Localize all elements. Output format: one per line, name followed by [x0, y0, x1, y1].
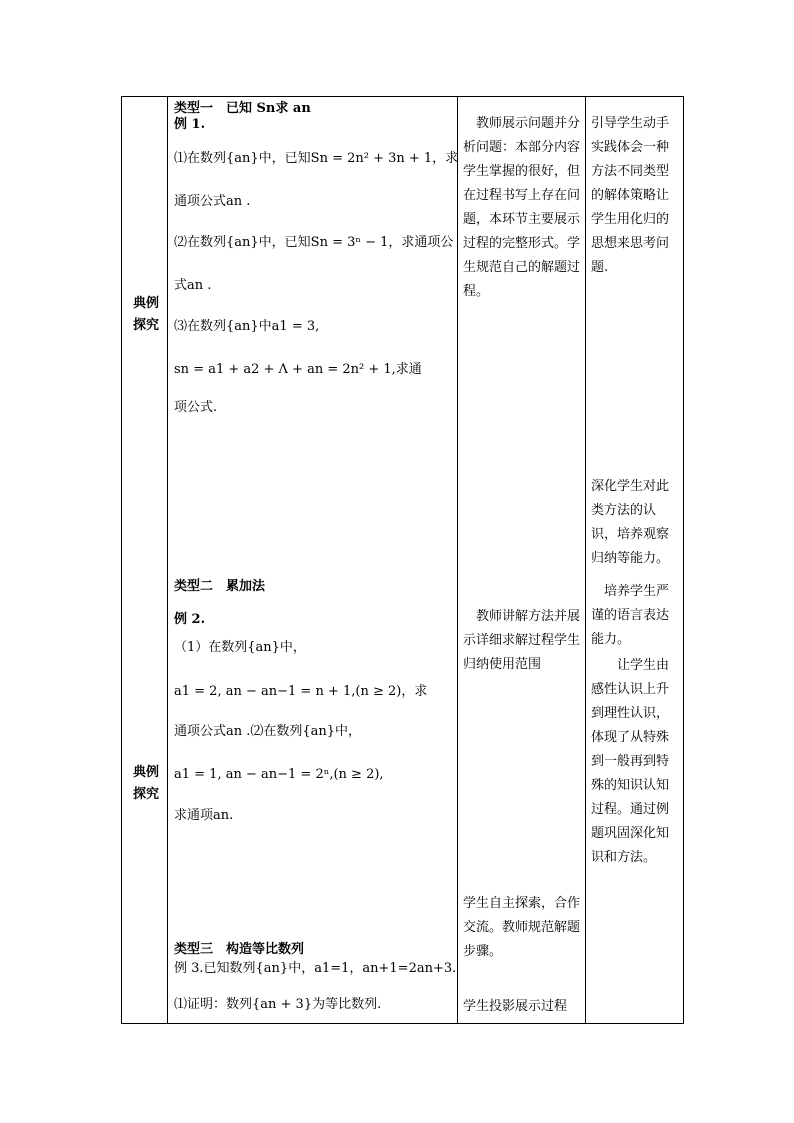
teacher-block-2: 教师讲解方法并展示详细求解过程学生归纳使用范围 — [463, 609, 581, 672]
teacher-block-1: 教师展示问题并分析问题：本部分内容学生掌握的很好，但在过程书写上存在问题，本环节主要展示过程的完整形式。学生规范自己的解题过程。 — [463, 116, 581, 299]
type1-heading: 类型一 已知 Sn求 an — [174, 101, 311, 116]
sidebar-label-1-line1: 典例 — [132, 296, 159, 311]
type2-line1: （1）在数列{an}中， — [174, 640, 306, 655]
teacher-block-4: 学生投影展示过程 — [463, 999, 568, 1014]
type1-p1-line2: 通项公式an . — [174, 194, 251, 209]
type3-heading: 类型三 构造等比数列 — [174, 942, 305, 957]
sidebar-label-2-line1: 典例 — [132, 765, 159, 780]
column-divider-2 — [457, 97, 458, 1023]
type3-line1: ⑴证明：数列{an + 3}为等比数列. — [174, 997, 382, 1012]
type2-example-label: 例 2. — [174, 612, 206, 627]
sidebar-label-2-line2: 探究 — [132, 787, 159, 802]
type2-heading: 类型二 累加法 — [174, 579, 266, 594]
type1-p2-line2: 式an . — [174, 278, 212, 293]
intent-block-2: 深化学生对此类方法的认识，培养观察归纳等能力。 — [591, 479, 670, 566]
teacher-block-3: 学生自主探索，合作交流。教师规范解题步骤。 — [463, 896, 581, 959]
sidebar-label-2 — [129, 762, 163, 806]
type1-example-label: 例 1. — [174, 117, 206, 132]
type1-p1-line1: ⑴在数列{an}中，已知Sn = 2n² + 3n + 1，求 — [174, 151, 459, 166]
type3-example: 例 3.已知数列{an}中，a1=1，an+1=2an+3. — [174, 961, 457, 976]
type2-line5: 求通项an. — [174, 808, 234, 823]
intent-block-4: 让学生由感性认识上升到理性认识，体现了从特殊到一般再到特殊的知识认知过程。通过例题巩固深化知识和方法。 — [591, 658, 670, 865]
type2-line4: a1 = 1, an − an−1 = 2ⁿ,(n ≥ 2), — [174, 767, 384, 782]
type1-p3-line1: ⑶在数列{an}中a1 = 3, — [174, 319, 320, 334]
type2-line3: 通项公式an .⑵在数列{an}中， — [174, 724, 362, 739]
sidebar-label-1-line2: 探究 — [132, 318, 159, 333]
type1-p2-line1: ⑵在数列{an}中，已知Sn = 3ⁿ − 1，求通项公 — [174, 235, 454, 250]
type1-p3-line2: sn = a1 + a2 + Λ + an = 2n² + 1,求通 — [174, 362, 422, 377]
column-divider-1 — [167, 97, 168, 1023]
intent-block-1: 引导学生动手实践体会一种方法不同类型的解体策略让学生用化归的思想来思考问题. — [591, 116, 670, 275]
intent-block-3: 培养学生严谨的语言表达能力。 — [591, 584, 670, 647]
lesson-table — [121, 96, 684, 1024]
sidebar-label-1 — [129, 293, 163, 337]
type1-p3-line3: 项公式. — [174, 400, 218, 415]
column-divider-3 — [585, 97, 586, 1023]
type2-line2: a1 = 2, an − an−1 = n + 1,(n ≥ 2)，求 — [174, 684, 428, 699]
